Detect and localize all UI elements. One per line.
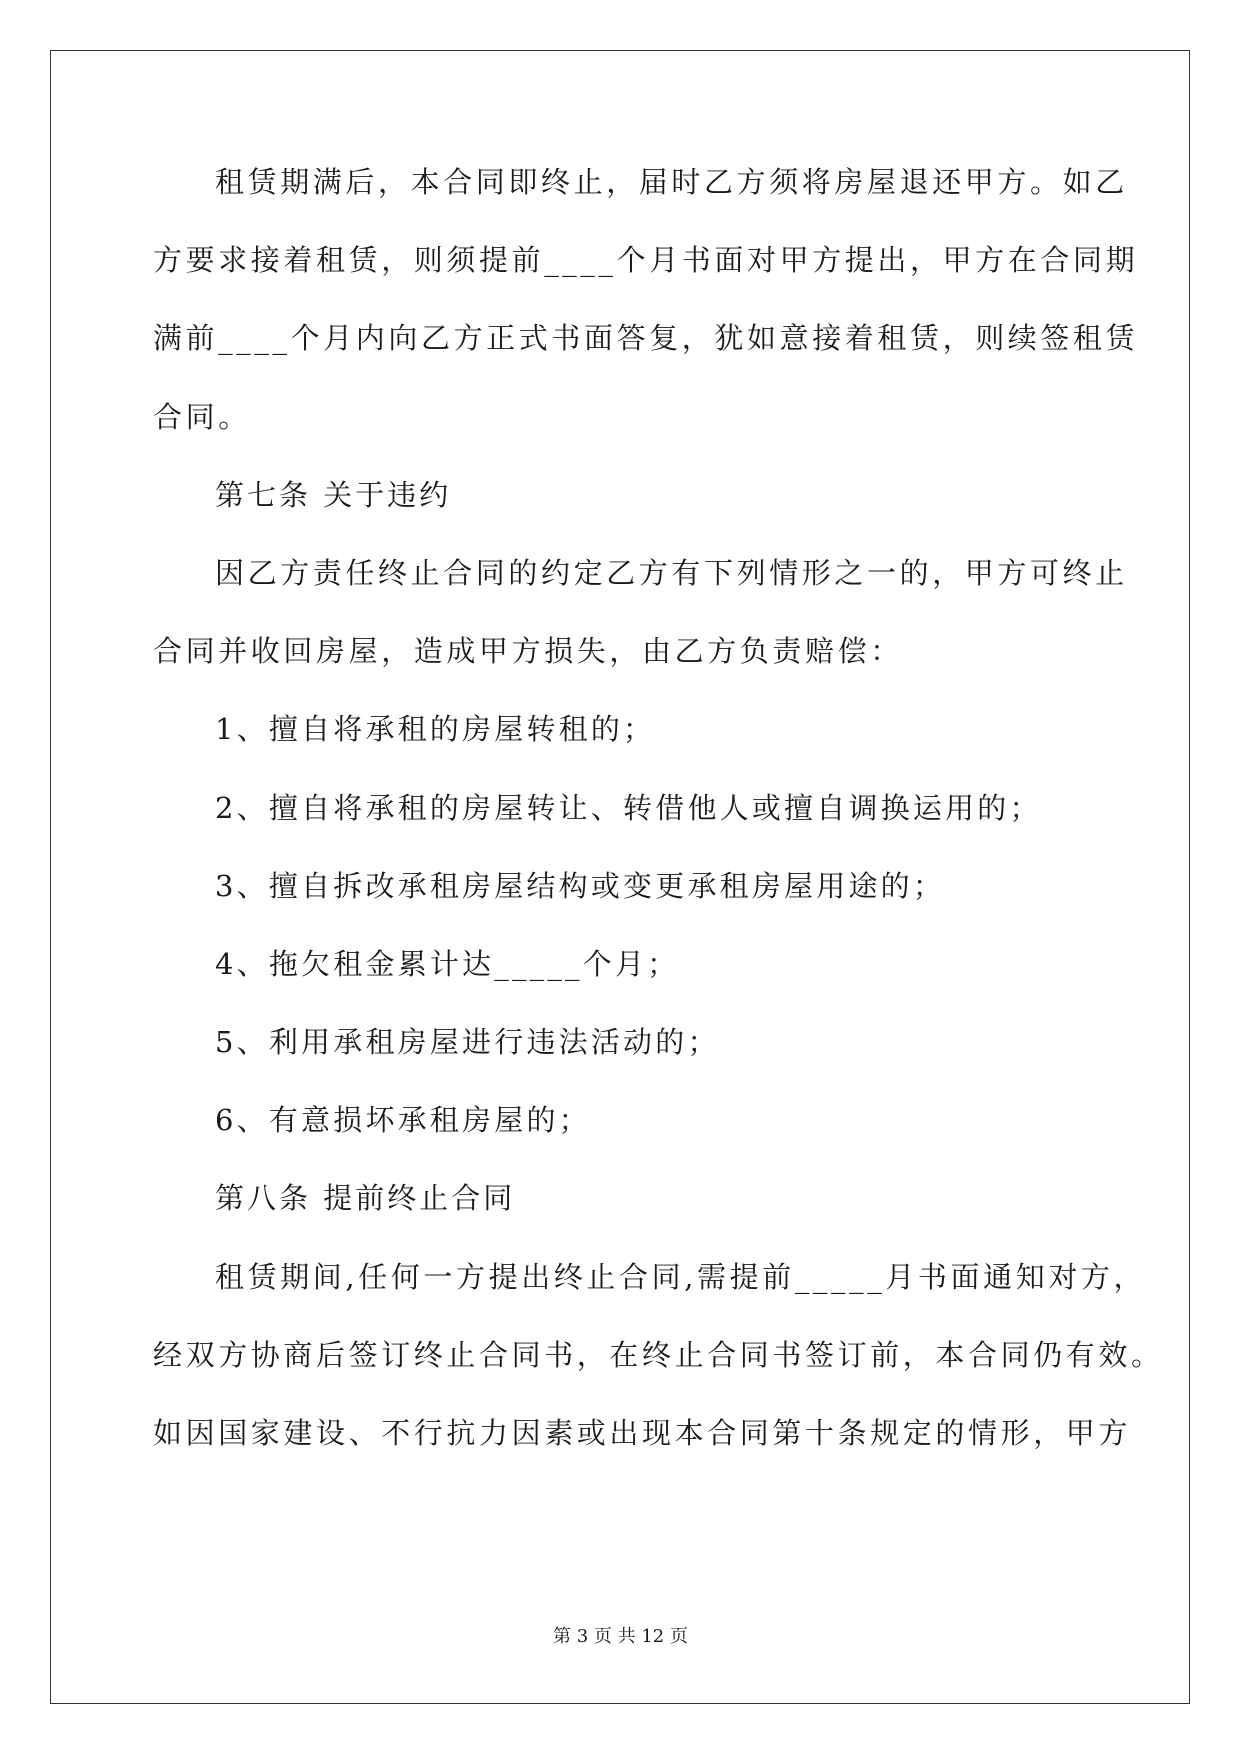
- section-heading-article-7: 第七条 关于违约: [215, 477, 452, 512]
- text-line: 因乙方责任终止合同的约定乙方有下列情形之一的，甲方可终止: [215, 555, 1128, 590]
- list-item: 2、擅自将承租的房屋转让、转借他人或擅自调换运用的；: [215, 790, 1042, 825]
- text-line: 租赁期满后，本合同即终止，届时乙方须将房屋退还甲方。如乙: [215, 165, 1128, 199]
- section-heading-article-8: 第八条 提前终止合同: [215, 1181, 516, 1216]
- list-item: 3、擅自拆改承租房屋结构或变更承租房屋用途的；: [215, 868, 946, 903]
- page-number-footer: 第 3 页 共 12 页: [553, 1626, 688, 1647]
- list-item: 6、有意损坏承租房屋的；: [215, 1103, 591, 1138]
- text-line: 租赁期间,任何一方提出终止合同,需提前_____月书面通知对方，: [215, 1259, 1147, 1294]
- text-line: 方要求接着租赁，则须提前____个月书面对甲方提出，甲方在合同期: [153, 243, 1139, 278]
- text-line: 合同并收回房屋，造成甲方损失，由乙方负责赔偿：: [153, 634, 903, 669]
- list-item: 1、擅自将承租的房屋转租的；: [215, 712, 656, 747]
- text-line: 如因国家建设、不行抗力因素或出现本合同第十条规定的情形，甲方: [153, 1416, 1132, 1450]
- list-item: 5、利用承租房屋进行违法活动的；: [215, 1025, 720, 1060]
- text-line: 满前____个月内向乙方正式书面答复，犹如意接着租赁，则续签租赁: [153, 321, 1139, 356]
- list-item: 4、拖欠租金累计达_____个月；: [215, 946, 680, 981]
- text-line: 合同。: [153, 399, 251, 434]
- text-line: 经双方协商后签订终止合同书，在终止合同书签订前，本合同仍有效。: [153, 1337, 1164, 1372]
- document-body: [153, 162, 1164, 1491]
